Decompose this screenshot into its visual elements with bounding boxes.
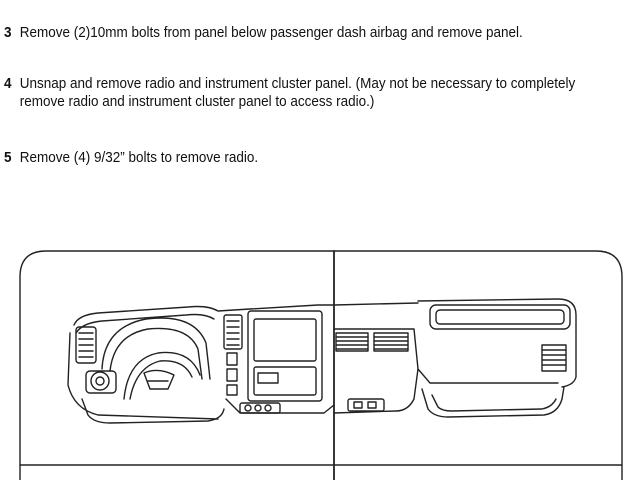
instruction-step-5: [4, 149, 590, 167]
step-text: Remove (2)10mm bolts from panel below passenger dash airbag and remove panel.: [19, 25, 523, 41]
dashboard-illustration-frame: [18, 249, 624, 480]
instruction-step-4: [4, 75, 590, 111]
step-number: 5: [4, 150, 12, 166]
left-dashboard-view: [68, 305, 334, 423]
step-number: 3: [4, 25, 12, 41]
step-number: 4: [4, 76, 12, 92]
instruction-step-3: [4, 24, 590, 42]
dashboard-illustration: [18, 249, 624, 480]
right-dashboard-view: [334, 299, 576, 417]
step-text: Remove (4) 9/32” bolts to remove radio.: [19, 150, 259, 166]
step-text: Unsnap and remove radio and instrument cluster panel. (May not be necessary to completely remove radio and instrument cluster panel to access radio.): [19, 76, 576, 110]
